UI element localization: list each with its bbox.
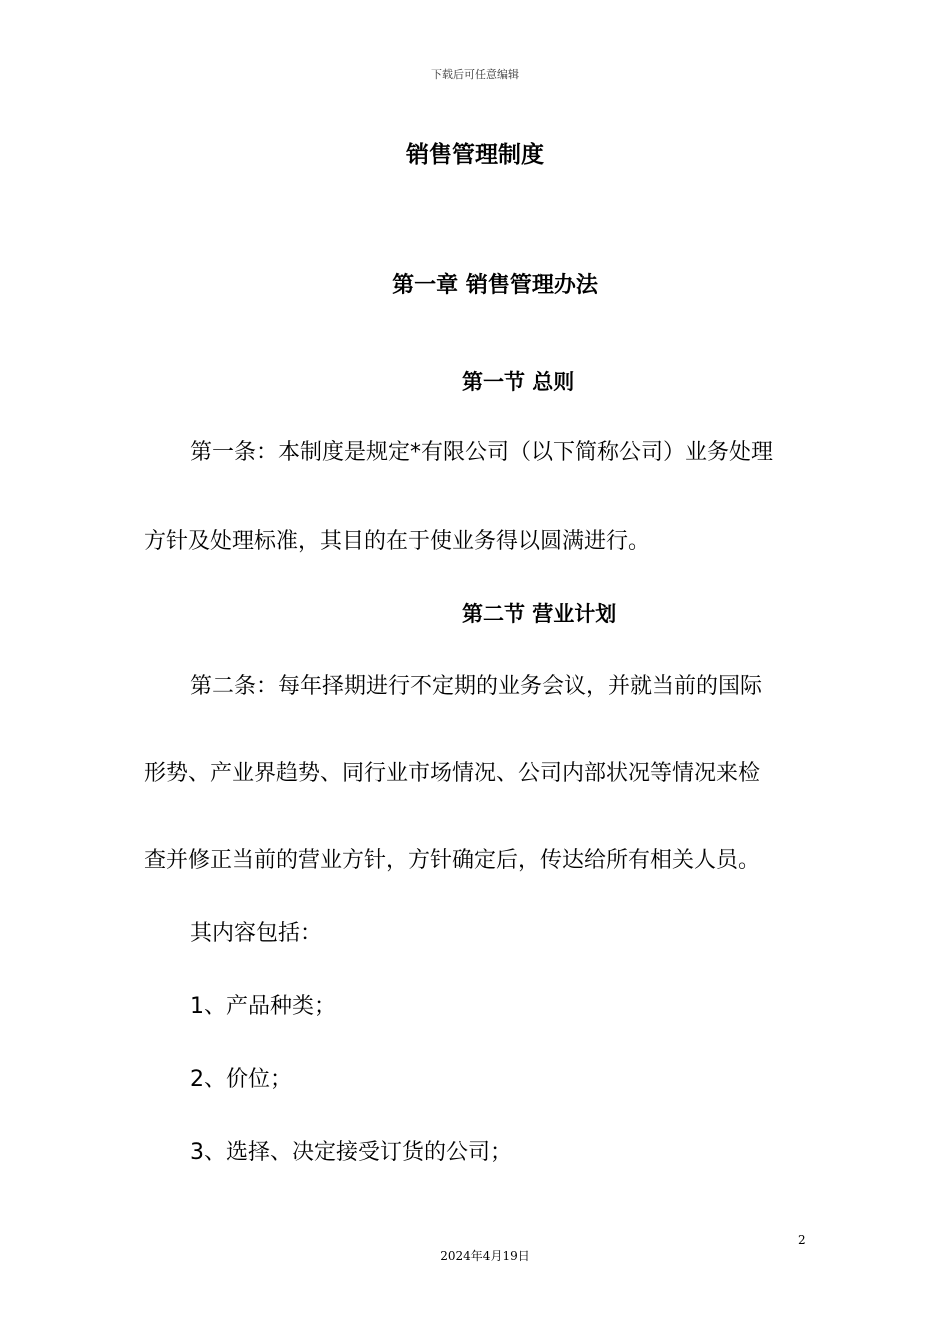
footer-date: 2024年4月19日 (440, 1249, 530, 1263)
section-heading-business-plan: 第二节 营业计划 (462, 602, 617, 626)
section-heading-general: 第一节 总则 (462, 370, 575, 394)
page-number: 2 (798, 1233, 806, 1247)
document-title: 销售管理制度 (406, 142, 544, 168)
list-item: 3、选择、决定接受订货的公司； (190, 1140, 512, 1165)
article-2-line-2: 形势、产业界趋势、同行业市场情况、公司内部状况等情况来检 (144, 761, 761, 786)
article-1-line-1: 第一条：本制度是规定*有限公司（以下简称公司）业务处理 (190, 440, 774, 465)
chapter-heading: 第一章 销售管理办法 (392, 273, 598, 298)
article-1-line-2: 方针及处理标准，其目的在于使业务得以圆满进行。 (144, 529, 651, 554)
article-2-line-3: 查并修正当前的营业方针，方针确定后，传达给所有相关人员。 (144, 848, 761, 873)
list-item: 1、产品种类； (190, 994, 336, 1019)
header-note: 下载后可任意编辑 (431, 68, 519, 81)
list-item: 2、价位； (190, 1067, 292, 1092)
contents-intro: 其内容包括： (190, 921, 323, 946)
article-2-line-1: 第二条：每年择期进行不定期的业务会议，并就当前的国际 (190, 674, 763, 699)
